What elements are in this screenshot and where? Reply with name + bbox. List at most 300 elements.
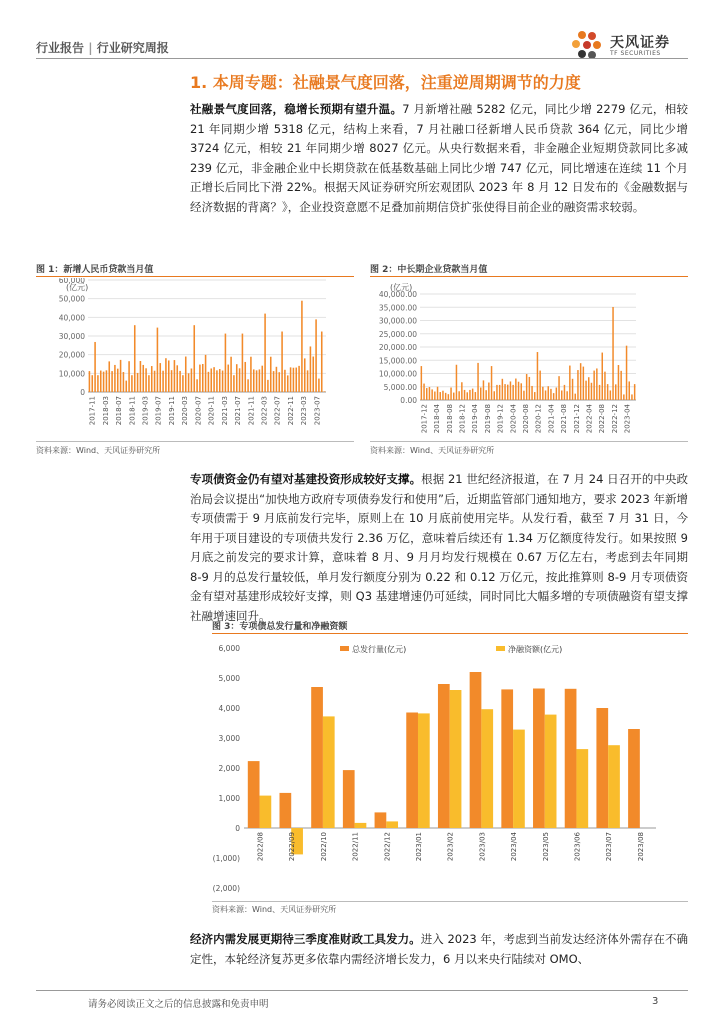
bar bbox=[174, 360, 176, 392]
bar bbox=[575, 394, 576, 400]
x-tick-label: 2022/11 bbox=[351, 832, 360, 862]
bar bbox=[467, 392, 468, 400]
figure-1-chart bbox=[36, 278, 356, 438]
bar bbox=[607, 384, 608, 400]
bar bbox=[510, 381, 511, 400]
y-tick-label: (2,000) bbox=[212, 884, 240, 893]
y-tick-label: 0 bbox=[235, 824, 240, 833]
bar bbox=[561, 390, 562, 400]
bar bbox=[599, 385, 600, 400]
page-number: 3 bbox=[652, 996, 659, 1007]
bar bbox=[196, 379, 198, 392]
bar bbox=[485, 390, 486, 400]
y-tick-label: 30,000.00 bbox=[378, 316, 417, 326]
bar bbox=[191, 368, 193, 392]
x-tick-label: 2017-12 bbox=[420, 404, 429, 434]
bar bbox=[293, 368, 295, 392]
x-tick-label: 2020-07 bbox=[194, 396, 203, 426]
bar-total bbox=[533, 689, 545, 829]
bar bbox=[431, 389, 432, 400]
bar bbox=[193, 325, 195, 392]
bar bbox=[324, 391, 326, 392]
bar-net bbox=[323, 716, 335, 828]
bar bbox=[494, 391, 495, 400]
bar bbox=[596, 368, 597, 400]
bar bbox=[301, 301, 303, 392]
bar bbox=[448, 394, 449, 400]
bar bbox=[242, 334, 244, 392]
bar bbox=[615, 384, 616, 400]
bar-net bbox=[545, 715, 557, 828]
bar bbox=[477, 363, 478, 400]
bar bbox=[256, 370, 258, 392]
bar bbox=[585, 381, 586, 400]
bar bbox=[429, 387, 430, 400]
figure-2-source: 资料来源：Wind、天风证券研究所 bbox=[370, 446, 495, 455]
bar bbox=[450, 388, 451, 400]
bar bbox=[162, 371, 164, 392]
footer-divider bbox=[36, 990, 688, 991]
bar-total bbox=[279, 793, 291, 828]
bar bbox=[125, 381, 127, 392]
x-tick-label: 2022/12 bbox=[383, 832, 392, 862]
y-tick-label: 15,000.00 bbox=[378, 356, 417, 366]
bar bbox=[602, 353, 603, 400]
x-tick-label: 2018-11 bbox=[128, 396, 137, 426]
bar bbox=[518, 382, 519, 400]
x-tick-label: 2022-07 bbox=[273, 396, 282, 426]
bar bbox=[304, 358, 306, 392]
bar bbox=[210, 368, 212, 392]
x-tick-label: 2022-04 bbox=[585, 404, 594, 434]
bar bbox=[566, 391, 567, 400]
x-tick-label: 2018-03 bbox=[101, 396, 110, 426]
y-tick-label: 60,000 bbox=[58, 278, 85, 285]
bar-net bbox=[386, 821, 398, 828]
bar bbox=[227, 365, 229, 392]
x-tick-label: 2021-08 bbox=[560, 404, 569, 434]
bar bbox=[267, 380, 269, 392]
figure-1-top-rule bbox=[36, 276, 354, 277]
paragraph-special-bonds bbox=[190, 470, 688, 626]
bar-net bbox=[355, 823, 367, 828]
bar bbox=[128, 361, 130, 392]
bar bbox=[208, 372, 210, 392]
x-tick-label: 2018-04 bbox=[433, 404, 442, 434]
y-tick-label: 10,000 bbox=[58, 369, 85, 379]
y-tick-label: 30,000 bbox=[58, 332, 85, 341]
paragraph-domestic-demand bbox=[190, 930, 688, 969]
y-tick-label: 5,000 bbox=[218, 674, 240, 683]
bar-net bbox=[260, 796, 272, 828]
bar-total bbox=[248, 761, 260, 828]
bar bbox=[626, 346, 627, 400]
figure-1-source: 资料来源：Wind、天风证券研究所 bbox=[36, 446, 161, 455]
bar bbox=[634, 384, 635, 400]
bar bbox=[556, 388, 557, 400]
bar bbox=[117, 369, 119, 392]
x-tick-label: 2023/02 bbox=[446, 832, 455, 862]
bar bbox=[278, 372, 280, 392]
figure-2-unit-label: (亿元) bbox=[390, 283, 413, 292]
x-tick-label: 2022-12 bbox=[610, 404, 619, 434]
figure-3-legend bbox=[340, 644, 562, 654]
bar-total bbox=[438, 684, 450, 828]
bar bbox=[171, 370, 173, 392]
x-tick-label: 2019-07 bbox=[154, 396, 163, 426]
bar bbox=[154, 371, 156, 392]
y-tick-label: 6,000 bbox=[218, 644, 240, 653]
legend-swatch-net bbox=[496, 646, 505, 651]
bar-net bbox=[608, 745, 620, 828]
bar bbox=[577, 370, 578, 400]
y-tick-label: 20,000 bbox=[58, 350, 85, 360]
bar bbox=[612, 307, 613, 400]
bar bbox=[202, 364, 204, 392]
bar bbox=[225, 334, 227, 392]
y-tick-label: 20,000.00 bbox=[378, 343, 417, 352]
x-tick-label: 2022-03 bbox=[260, 396, 269, 426]
bar bbox=[253, 369, 255, 392]
x-tick-label: 2020-04 bbox=[509, 404, 518, 434]
bar bbox=[537, 352, 538, 400]
bar bbox=[534, 392, 535, 400]
bar bbox=[287, 375, 289, 392]
figure-2-title: 图 2：中长期企业贷款当月值 bbox=[370, 265, 488, 275]
bar bbox=[236, 364, 238, 392]
x-tick-label: 2022/08 bbox=[256, 832, 265, 862]
x-tick-label: 2023/07 bbox=[605, 832, 614, 862]
bar bbox=[97, 375, 99, 392]
bar bbox=[259, 369, 261, 392]
bar bbox=[512, 385, 513, 400]
bar bbox=[264, 314, 266, 392]
bar bbox=[499, 385, 500, 400]
bar bbox=[604, 372, 605, 400]
bar bbox=[620, 371, 621, 400]
bar bbox=[610, 390, 611, 400]
bar bbox=[569, 366, 570, 400]
bar bbox=[472, 389, 473, 400]
x-tick-label: 2022/10 bbox=[319, 832, 328, 862]
legend-label-net: 净融资额(亿元) bbox=[508, 645, 563, 654]
bar-total bbox=[470, 672, 482, 828]
bar bbox=[295, 368, 297, 392]
bar bbox=[179, 371, 181, 392]
x-tick-label: 2019-08 bbox=[483, 404, 492, 434]
bar bbox=[572, 379, 573, 400]
bar bbox=[222, 371, 224, 392]
bar bbox=[542, 387, 543, 400]
x-tick-label: 2018-08 bbox=[445, 404, 454, 434]
y-tick-label: 0.00 bbox=[400, 396, 417, 405]
bar bbox=[145, 368, 147, 392]
paragraph-body: 进入 2023 年，考虑到当前发达经济体外需存在不确定性，本轮经济复苏更多依靠内需经济增长发力，6 月以来央行陆续对 OMO、 bbox=[190, 932, 689, 966]
bar bbox=[629, 381, 630, 400]
bar bbox=[205, 355, 207, 392]
tf-logo-icon bbox=[568, 28, 608, 62]
x-tick-label: 2022/09 bbox=[288, 832, 297, 862]
bar bbox=[523, 391, 524, 400]
figure-3-title: 图 3：专项债总发行量和净融资额 bbox=[212, 622, 348, 632]
bar bbox=[168, 360, 170, 392]
bar bbox=[423, 384, 424, 400]
figure-3-source: 资料来源：Wind、天风证券研究所 bbox=[212, 905, 337, 914]
bar bbox=[553, 393, 554, 400]
figure-1-unit-label: (亿元) bbox=[66, 283, 89, 292]
figure-3-bottom-rule bbox=[212, 901, 688, 902]
bar bbox=[548, 386, 549, 400]
x-tick-label: 2019-12 bbox=[496, 404, 505, 434]
bar bbox=[421, 366, 422, 400]
x-tick-label: 2018-07 bbox=[115, 396, 124, 426]
bar bbox=[137, 373, 139, 392]
bar-total bbox=[628, 729, 640, 828]
bar bbox=[591, 383, 592, 400]
bar bbox=[100, 371, 102, 392]
y-tick-label: 1,000 bbox=[218, 794, 240, 803]
x-tick-label: 2021-12 bbox=[572, 404, 581, 434]
bar bbox=[464, 390, 465, 400]
figure-2-chart bbox=[370, 278, 690, 438]
bar bbox=[151, 366, 153, 392]
y-tick-label: 4,000 bbox=[218, 704, 240, 713]
x-tick-label: 2021-11 bbox=[247, 396, 256, 426]
bar bbox=[440, 392, 441, 400]
bar bbox=[188, 373, 190, 392]
bar bbox=[140, 361, 142, 392]
x-tick-label: 2023/04 bbox=[510, 832, 519, 862]
bar bbox=[94, 342, 96, 392]
header-divider bbox=[36, 58, 688, 59]
bar bbox=[507, 385, 508, 400]
x-tick-label: 2022-11 bbox=[286, 396, 295, 426]
legend-label-total: 总发行量(亿元) bbox=[352, 645, 407, 654]
report-type-label: 行业报告 | 行业研究周报 bbox=[36, 41, 169, 55]
bar-net bbox=[576, 749, 588, 828]
bar bbox=[244, 362, 246, 392]
bar bbox=[250, 357, 252, 392]
bar bbox=[298, 366, 300, 392]
bar bbox=[318, 379, 320, 392]
figure-1-title: 图 1：新增人民币贷款当月值 bbox=[36, 265, 154, 275]
bar-total bbox=[596, 708, 608, 828]
paragraph-body: 根据 21 世纪经济报道，在 7 月 24 日召开的中央政治局会议提出“加快地方政府专项债券发行和使用”后，近期监管部门通知地方，要求 2023 年新增专项债需于 9 月底前发行完毕，原则上在 10 月底前使用完毕。从发行看，截至 7 月 31 日，今年用于项目建设的专项债共发行 2.36 万亿，意味着后续还有 1.34 万亿额度待发行。如果按照 9 月底之前发完的要求计算，意味着 8 月、9 月月均发行规模在 0.67 万亿左右，考虑到去年同期 8-9 月的总发行量较低，单月发行额度分别为 0.22 和 0.12 万亿元，按此推算则 8-9 月专项债资金有望对基建形成较好支撑，则 Q3 基建增速仍可延续，同时同比大幅多增的专项债融资有望支撑社融增速回升。 bbox=[190, 472, 688, 623]
bar bbox=[488, 383, 489, 400]
bar bbox=[618, 365, 619, 400]
bar bbox=[583, 367, 584, 400]
x-tick-label: 2019-11 bbox=[167, 396, 176, 426]
bar bbox=[631, 394, 632, 400]
bar bbox=[106, 370, 108, 392]
bar-total bbox=[565, 689, 577, 828]
x-tick-label: 2022-08 bbox=[598, 404, 607, 434]
bar bbox=[276, 367, 278, 392]
bar bbox=[290, 367, 292, 392]
bar bbox=[496, 385, 497, 400]
bar bbox=[273, 371, 275, 392]
x-tick-label: 2023-03 bbox=[300, 396, 309, 426]
bar bbox=[216, 370, 218, 392]
y-tick-label: 3,000 bbox=[218, 734, 240, 743]
bar bbox=[165, 358, 167, 392]
bar bbox=[239, 368, 241, 392]
section-title: 1. 本周专题：社融景气度回落，注重逆周期调节的力度 bbox=[190, 73, 581, 92]
bar bbox=[580, 363, 581, 400]
bar bbox=[159, 363, 161, 392]
bar bbox=[247, 379, 249, 392]
bar bbox=[453, 393, 454, 400]
x-tick-label: 2023/01 bbox=[414, 832, 423, 862]
bar bbox=[456, 365, 457, 400]
bar bbox=[550, 389, 551, 400]
bar bbox=[123, 372, 125, 392]
bar bbox=[321, 332, 323, 392]
bar bbox=[233, 375, 235, 392]
x-tick-label: 2021-07 bbox=[234, 396, 243, 426]
bar bbox=[307, 370, 309, 392]
bar bbox=[261, 366, 263, 392]
y-tick-label: 5,000.00 bbox=[383, 382, 417, 392]
x-tick-label: 2020-08 bbox=[522, 404, 530, 434]
bar bbox=[89, 371, 91, 392]
bar bbox=[281, 332, 283, 392]
bar bbox=[491, 366, 492, 400]
paragraph-social-financing bbox=[190, 100, 688, 217]
bar bbox=[131, 375, 133, 392]
bar-total bbox=[501, 689, 513, 828]
figure-1-bottom-rule bbox=[36, 441, 354, 442]
x-tick-label: 2017-11 bbox=[88, 396, 97, 426]
y-tick-label: 35,000.00 bbox=[378, 303, 417, 313]
y-tick-label: (1,000) bbox=[212, 854, 240, 863]
bar bbox=[461, 382, 462, 400]
company-logo bbox=[568, 28, 688, 62]
logo-name-cn: 天风证券 bbox=[610, 35, 670, 51]
bar bbox=[199, 365, 201, 392]
x-tick-label: 2018-12 bbox=[458, 404, 467, 434]
bar bbox=[445, 393, 446, 400]
bar bbox=[176, 365, 178, 392]
bar-net bbox=[481, 709, 493, 828]
bar bbox=[623, 394, 624, 400]
bar bbox=[593, 371, 594, 400]
bar bbox=[185, 357, 187, 392]
bar bbox=[531, 386, 532, 400]
bar bbox=[475, 392, 476, 400]
bar-net bbox=[418, 713, 430, 828]
y-tick-label: 40,000 bbox=[58, 313, 85, 323]
x-tick-label: 2023-07 bbox=[313, 396, 322, 426]
bar-net bbox=[513, 730, 525, 828]
x-tick-label: 2023/08 bbox=[636, 832, 645, 862]
y-tick-label: 10,000.00 bbox=[378, 369, 417, 379]
bar bbox=[529, 377, 530, 400]
x-tick-label: 2023/06 bbox=[573, 832, 582, 862]
bar bbox=[312, 357, 314, 392]
x-tick-label: 2020-03 bbox=[181, 396, 190, 426]
bar bbox=[310, 346, 312, 392]
bar bbox=[458, 391, 459, 400]
bar bbox=[108, 361, 110, 392]
bar bbox=[480, 388, 481, 400]
bar bbox=[103, 372, 105, 392]
bar-total bbox=[375, 812, 387, 828]
bar bbox=[134, 325, 136, 392]
paragraph-lead: 社融景气度回落，稳增长预期有望升温。 bbox=[190, 102, 403, 116]
y-tick-label: 50,000 bbox=[58, 294, 85, 304]
bar bbox=[182, 375, 184, 392]
footer-disclaimer: 请务必阅读正文之后的信息披露和免责申明 bbox=[88, 999, 269, 1010]
x-tick-label: 2023/03 bbox=[478, 832, 487, 862]
x-tick-label: 2019-03 bbox=[141, 396, 150, 426]
x-tick-label: 2019-04 bbox=[471, 404, 480, 434]
bar bbox=[148, 375, 150, 392]
bar bbox=[284, 370, 286, 392]
bar-net bbox=[450, 690, 462, 828]
y-tick-label: 25,000.00 bbox=[378, 329, 417, 339]
bar bbox=[230, 357, 232, 392]
bar bbox=[483, 380, 484, 400]
bar-total bbox=[343, 770, 355, 828]
figure-3-top-rule bbox=[212, 633, 688, 634]
y-tick-label: 0 bbox=[80, 388, 85, 397]
legend-swatch-total bbox=[340, 646, 349, 651]
bar bbox=[545, 390, 546, 400]
bar bbox=[142, 365, 144, 392]
paragraph-lead: 专项债资金仍有望对基建投资形成较好支撑。 bbox=[190, 472, 422, 486]
bar-total bbox=[311, 687, 323, 828]
x-tick-label: 2021-03 bbox=[220, 396, 229, 426]
bar bbox=[539, 371, 540, 400]
bar bbox=[442, 391, 443, 400]
y-tick-label: 2,000 bbox=[218, 764, 240, 773]
x-tick-label: 2020-11 bbox=[207, 396, 216, 426]
bar bbox=[114, 365, 116, 392]
y-tick-label: 40,000.00 bbox=[378, 290, 417, 299]
figure-3-chart bbox=[212, 636, 688, 898]
bar bbox=[219, 369, 221, 392]
bar bbox=[91, 375, 93, 392]
bar bbox=[426, 388, 427, 400]
bar bbox=[469, 390, 470, 400]
bar bbox=[111, 371, 113, 392]
bar bbox=[157, 328, 159, 392]
bar bbox=[213, 367, 215, 392]
bar bbox=[120, 360, 122, 392]
x-tick-label: 2023-04 bbox=[623, 404, 632, 434]
bar bbox=[434, 392, 435, 400]
x-tick-label: 2020-12 bbox=[534, 404, 543, 434]
logo-name-en: TF SECURITIES bbox=[610, 50, 661, 57]
bar bbox=[588, 377, 589, 400]
x-tick-label: 2023/05 bbox=[541, 832, 550, 862]
bar bbox=[515, 379, 516, 400]
bar bbox=[526, 374, 527, 400]
bar bbox=[504, 384, 505, 400]
bar bbox=[315, 319, 317, 392]
bar bbox=[564, 385, 565, 400]
paragraph-body: 7 月新增社融 5282 亿元，同比少增 2279 亿元，相较 21 年同期少增 5318 亿元，结构上来看，7 月社融口径新增人民币贷款 364 亿元，同比少增 3724 亿元，相较 21 年同期少增 8027 亿元。从央行数据来看，非金融企业短期贷款同比多减 239 亿元，非金融企业中长期贷款在低基数基础上同比少增 747 亿元，同比增速在连续 11 个月正增长后同比下滑 22%。根据天风证券研究所宏观团队 2023 年 8 月 12 日发布的《金融数据与经济数据的背离？》，企业投资意愿不足叠加前期信贷扩张使得目前企业的融资需求较弱。 bbox=[190, 102, 688, 214]
bar bbox=[521, 383, 522, 400]
bar bbox=[437, 387, 438, 400]
figure-2-bottom-rule bbox=[370, 441, 688, 442]
x-tick-label: 2021-04 bbox=[547, 404, 556, 434]
bar bbox=[502, 379, 503, 400]
bar-total bbox=[406, 713, 418, 829]
bar bbox=[558, 376, 559, 400]
figure-2-top-rule bbox=[370, 276, 688, 277]
